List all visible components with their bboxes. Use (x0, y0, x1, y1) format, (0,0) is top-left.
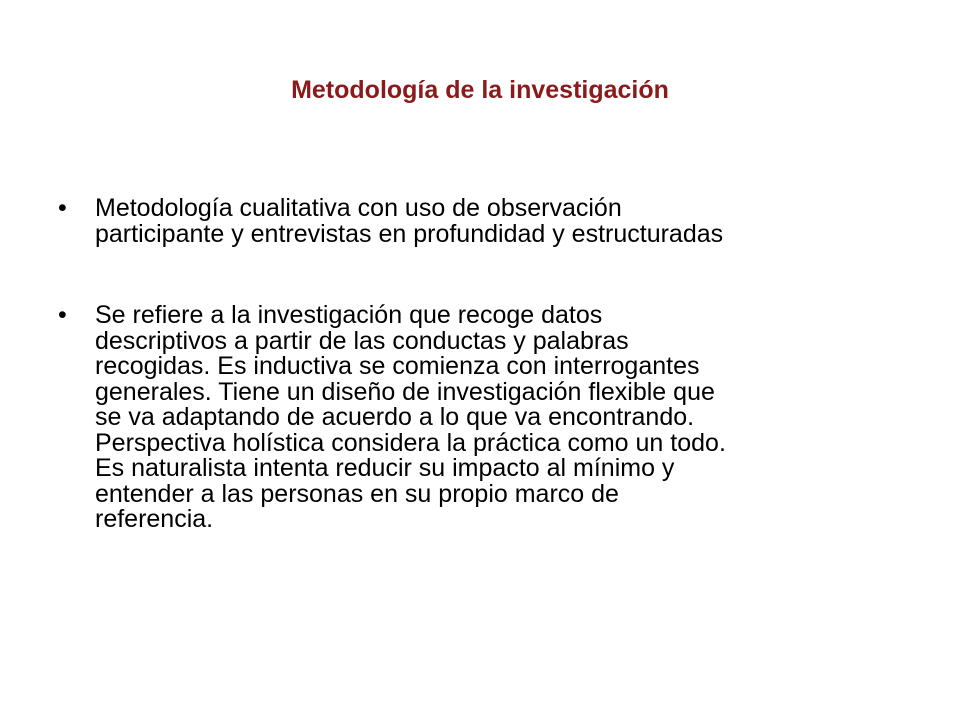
bullet-line: descriptivos a partir de las conductas y palabras (95, 326, 629, 355)
bullet-icon: • (58, 194, 67, 222)
bullet-line: Perspectiva holística considera la práctica como un todo. (95, 428, 726, 457)
bullet-line: entender a las personas en su propio marco de (95, 479, 619, 508)
bullet-icon: • (58, 301, 67, 329)
bullet-line: referencia. (95, 505, 214, 533)
bullet-line: generales. Tiene un diseño de investigación flexible que (95, 377, 715, 406)
bullet-line: se va adaptando de acuerdo a lo que va encontrando. (95, 403, 695, 431)
bullet-line: Se refiere a la investigación que recoge datos (95, 301, 603, 329)
bullet-line: participante y entrevistas en profundidad y estructuradas (95, 219, 724, 248)
bullet-item-description (58, 303, 918, 533)
bullet-item-methodology (58, 196, 918, 247)
bullet-line: recogidas. Es inductiva se comienza con interrogantes (95, 352, 700, 380)
slide-title: Metodología de la investigación (291, 76, 669, 104)
bullet-line: Es naturalista intenta reducir su impacto al mínimo y (95, 454, 675, 482)
bullet-list (58, 196, 918, 533)
bullet-line: Metodología cualitativa con uso de observación (95, 194, 622, 222)
